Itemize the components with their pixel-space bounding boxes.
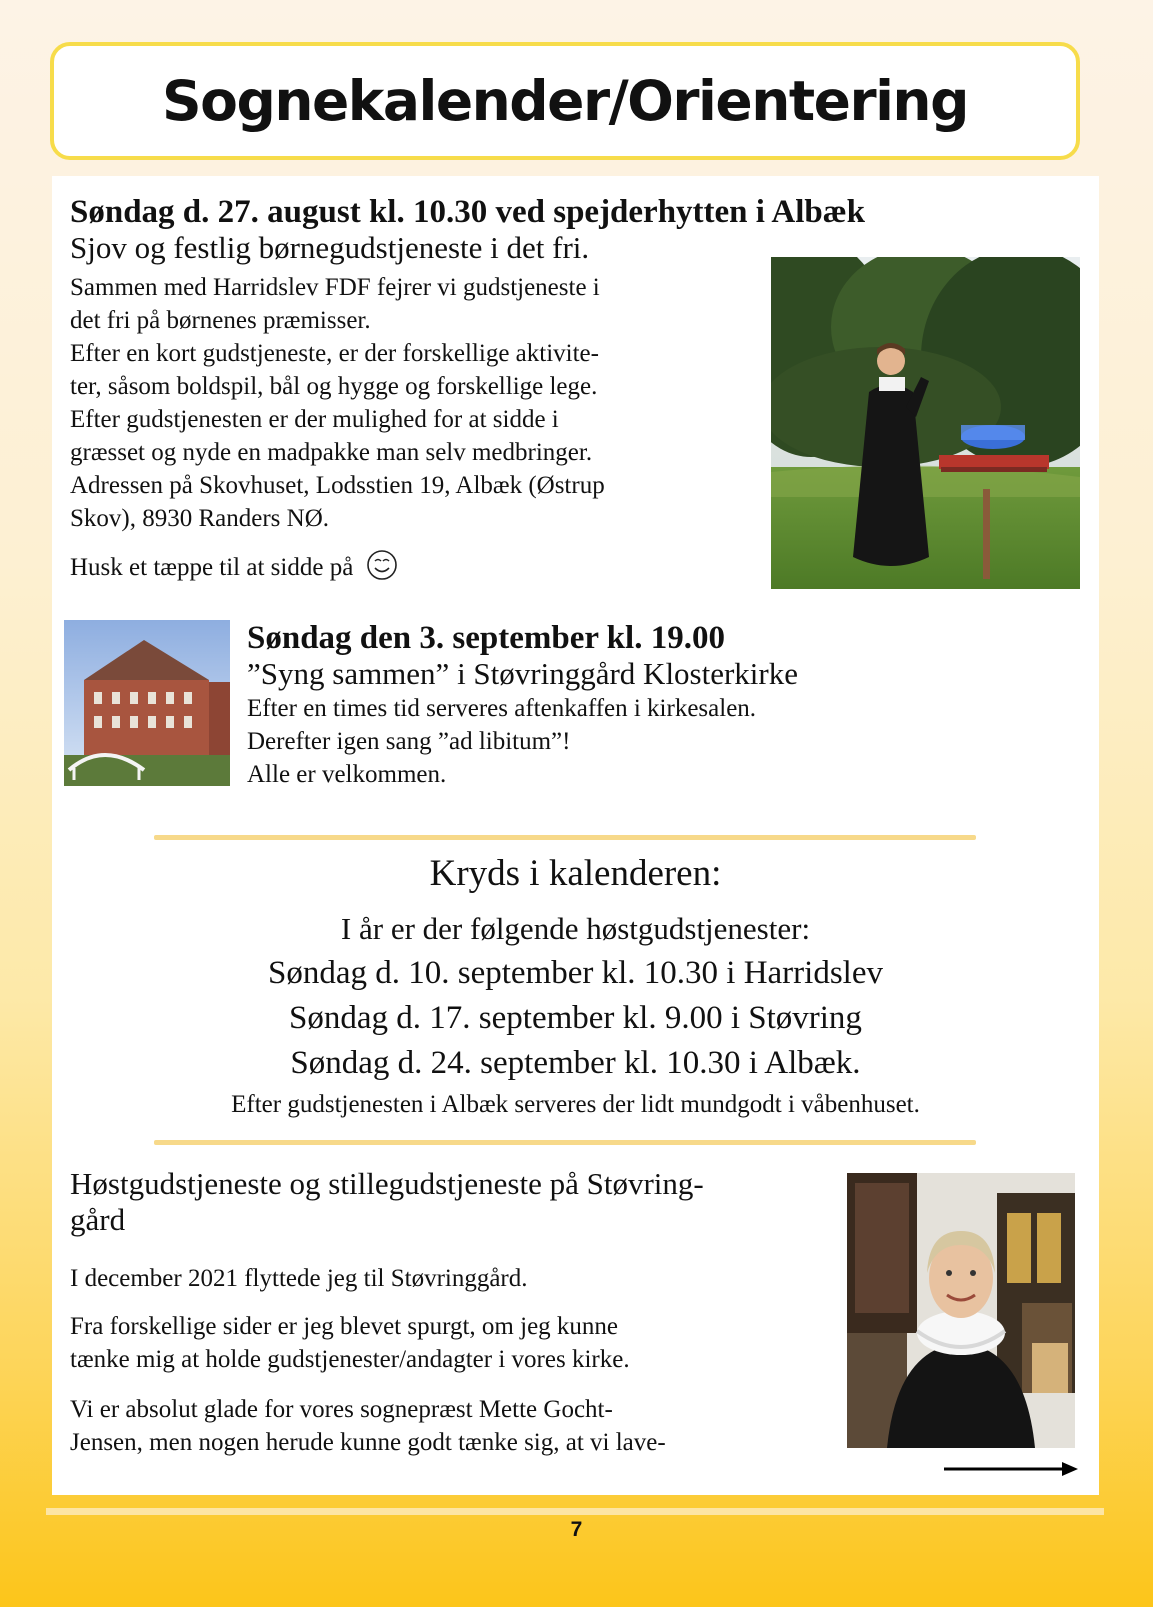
calendar-note: Efter gudstjenesten i Albæk serveres der lidt mundgodt i våbenhuset. <box>231 1091 920 1118</box>
event1-line: ter, såsom boldspil, bål og hygge og forskellige lege. <box>70 373 598 400</box>
article-heading-line: gård <box>70 1202 126 1237</box>
article-heading-line: Høstgudstjeneste og stillegudstjeneste på Støvring- <box>70 1166 704 1201</box>
event2-photo <box>64 620 230 786</box>
article-photo <box>847 1173 1075 1448</box>
event2-line: Efter en times tid serveres aftenkaffen i kirkesalen. <box>247 695 757 722</box>
service-item: Søndag d. 17. september kl. 9.00 i Støvring <box>289 1000 862 1036</box>
event2-heading: Søndag den 3. september kl. 19.00 <box>247 620 725 656</box>
event1-line: Sammen med Harridslev FDF fejrer vi gudstjeneste i <box>70 274 600 301</box>
event1-line: Efter en kort gudstjeneste, er der forskellige aktivite- <box>70 340 599 367</box>
footer-line <box>46 1508 1104 1515</box>
divider <box>154 1140 976 1145</box>
service-item: Søndag d. 10. september kl. 10.30 i Harridslev <box>268 955 883 991</box>
event2-body <box>247 692 756 791</box>
event1-body <box>70 271 740 535</box>
title-box <box>50 42 1080 160</box>
article-line: Jensen, men nogen herude kunne godt tænke sig, at vi lave- <box>70 1429 666 1456</box>
arrow-right-icon <box>942 1459 1080 1484</box>
event1-line: Efter gudstjenesten er der mulighed for at sidde i <box>70 406 559 433</box>
article-p3 <box>70 1393 666 1459</box>
event1-line: Adressen på Skovhuset, Lodsstien 19, Albæk (Østrup <box>70 472 605 499</box>
calendar-heading: Kryds i kalenderen: <box>429 853 722 894</box>
content-panel <box>52 176 1099 1495</box>
event1-subtitle: Sjov og festlig børnegudstjeneste i det fri. <box>70 230 590 265</box>
event1-line: Skov), 8930 Randers NØ. <box>70 505 330 532</box>
event1-photo <box>771 257 1080 589</box>
article-line: tænke mig at holde gudstjenester/andagter i vores kirke. <box>70 1346 630 1373</box>
event2-subtitle: ”Syng sammen” i Støvringgård Klosterkirke <box>247 656 799 691</box>
event1-heading: Søndag d. 27. august kl. 10.30 ved spejderhytten i Albæk <box>70 194 865 230</box>
event2-line: Derefter igen sang ”ad libitum”! <box>247 728 571 755</box>
calendar-services <box>52 951 1099 1086</box>
page-title: Sognekalender/Orientering <box>162 69 968 133</box>
article-line: Vi er absolut glade for vores sognepræst Mette Gocht- <box>70 1396 613 1423</box>
calendar-intro: I år er der følgende høstgudstjenester: <box>340 911 811 946</box>
article-heading <box>70 1166 704 1238</box>
smiley-icon <box>366 549 398 590</box>
divider <box>154 835 976 840</box>
event1-line: det fri på børnenes præmisser. <box>70 307 371 334</box>
service-item: Søndag d. 24. september kl. 10.30 i Albæk. <box>290 1045 861 1081</box>
event2-line: Alle er velkommen. <box>247 761 447 788</box>
article-p2 <box>70 1310 630 1376</box>
page-number: 7 <box>570 1518 583 1541</box>
event1-reminder-text: Husk et tæppe til at sidde på <box>70 554 354 581</box>
event1-reminder <box>70 549 398 590</box>
article-p1: I december 2021 flyttede jeg til Støvringgård. <box>70 1265 528 1292</box>
event1-line: græsset og nyde en madpakke man selv medbringer. <box>70 439 593 466</box>
article-line: Fra forskellige sider er jeg blevet spurgt, om jeg kunne <box>70 1313 619 1340</box>
